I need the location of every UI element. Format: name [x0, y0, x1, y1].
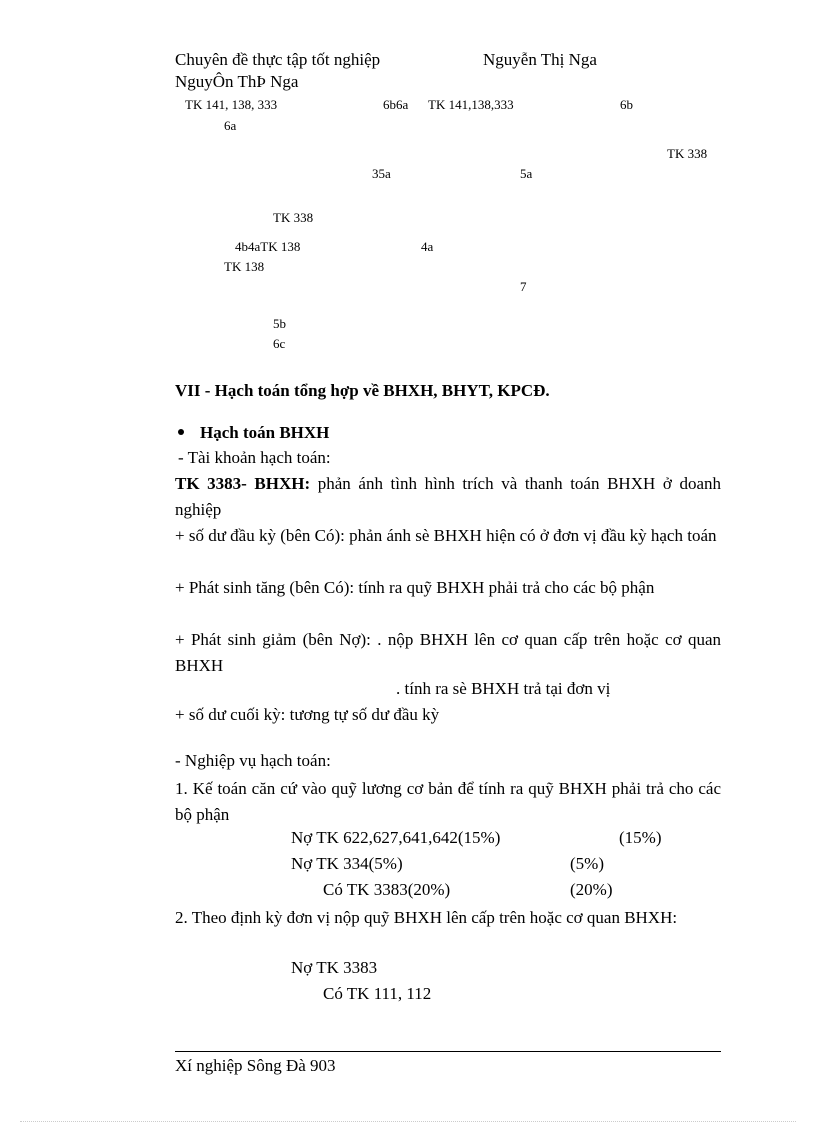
bullet-dot-icon — [178, 429, 184, 435]
footer-text: Xí nghiệp Sông Đà 903 — [175, 1056, 336, 1075]
entry-1b: Nợ TK 334(5%) — [291, 854, 403, 873]
diagram-label: 7 — [520, 279, 527, 294]
tk-label: TK 3383- BHXH: — [175, 474, 311, 493]
entry-1c: Có TK 3383(20%) — [323, 880, 451, 899]
phat-sinh-giam: + Phát sinh giảm (bên Nợ): . nộp BHXH lên cơ quan cấp trên hoặc cơ quan BHXH — [175, 630, 721, 675]
tk-description: phản ánh tình hình trích và thanh toán BHXH ở doanh nghiệp — [175, 474, 721, 519]
tk-paragraph — [175, 471, 721, 523]
header-title: Chuyên đề thực tập tốt nghiệp — [175, 50, 381, 69]
section-title: VII - Hạch toán tổng hợp về BHXH, BHYT, KPCĐ. — [175, 381, 550, 400]
tk-heading: - Tài khoản hạch toán: — [178, 448, 331, 467]
entry-1a-rate: (15%) — [619, 828, 662, 847]
diagram-label: 6c — [273, 336, 286, 351]
header-author: Nguyễn Thị Nga — [483, 50, 597, 69]
diagram-label: TK 138 — [224, 259, 265, 274]
nghiep-vu-heading: - Nghiệp vụ hạch toán: — [175, 751, 331, 770]
bullet-heading-text: Hạch toán BHXH — [200, 423, 330, 442]
header-author-garbled: NguyÔn ThÞ Nga — [175, 72, 299, 91]
diagram-label: 4a — [421, 239, 434, 254]
phat-sinh-giam-2: . tính ra sè BHXH trả tại đơn vị — [396, 679, 611, 698]
diagram-label: TK 141, 138, 333 — [185, 97, 278, 112]
diagram-label: TK 338 — [667, 146, 708, 161]
bullet-heading — [178, 423, 329, 443]
entry-2a: Nợ TK 3383 — [291, 958, 378, 977]
diagram-label: 4b4aTK 138 — [235, 239, 301, 254]
entry-2b: Có TK 111, 112 — [323, 984, 432, 1003]
diagram-label: 6b6a — [383, 97, 409, 112]
diagram-label: 5b — [273, 316, 286, 331]
diagram-label: 35a — [372, 166, 391, 181]
entry-1c-rate: (20%) — [570, 880, 613, 899]
footer-divider — [175, 1051, 721, 1052]
diagram-label: 6a — [224, 118, 237, 133]
so-du-cuoi-ky: + số dư cuối kỳ: tương tự số dư đầu kỳ — [175, 705, 440, 724]
entry-1a: Nợ TK 622,627,641,642(15%) — [291, 828, 501, 847]
diagram-label: 5a — [520, 166, 533, 181]
diagram-label: 6b — [620, 97, 633, 112]
entry-1b-rate: (5%) — [570, 854, 604, 873]
diagram-label: TK 141,138,333 — [428, 97, 514, 112]
item-1: 1. Kế toán căn cứ vào quỹ lương cơ bản để tính ra quỹ BHXH phải trả cho các bộ phận — [175, 779, 721, 824]
phat-sinh-tang: + Phát sinh tăng (bên Có): tính ra quỹ BHXH phải trả cho các bộ phận — [175, 578, 655, 597]
diagram-label: TK 338 — [273, 210, 314, 225]
so-du-dau-ky: + số dư đầu kỳ (bên Có): phản ánh sè BHXH hiện có ở đơn vị đầu kỳ hạch toán — [175, 526, 717, 545]
page-bottom-border — [20, 1121, 796, 1122]
item-2: 2. Theo định kỳ đơn vị nộp quỹ BHXH lên cấp trên hoặc cơ quan BHXH: — [175, 908, 678, 927]
